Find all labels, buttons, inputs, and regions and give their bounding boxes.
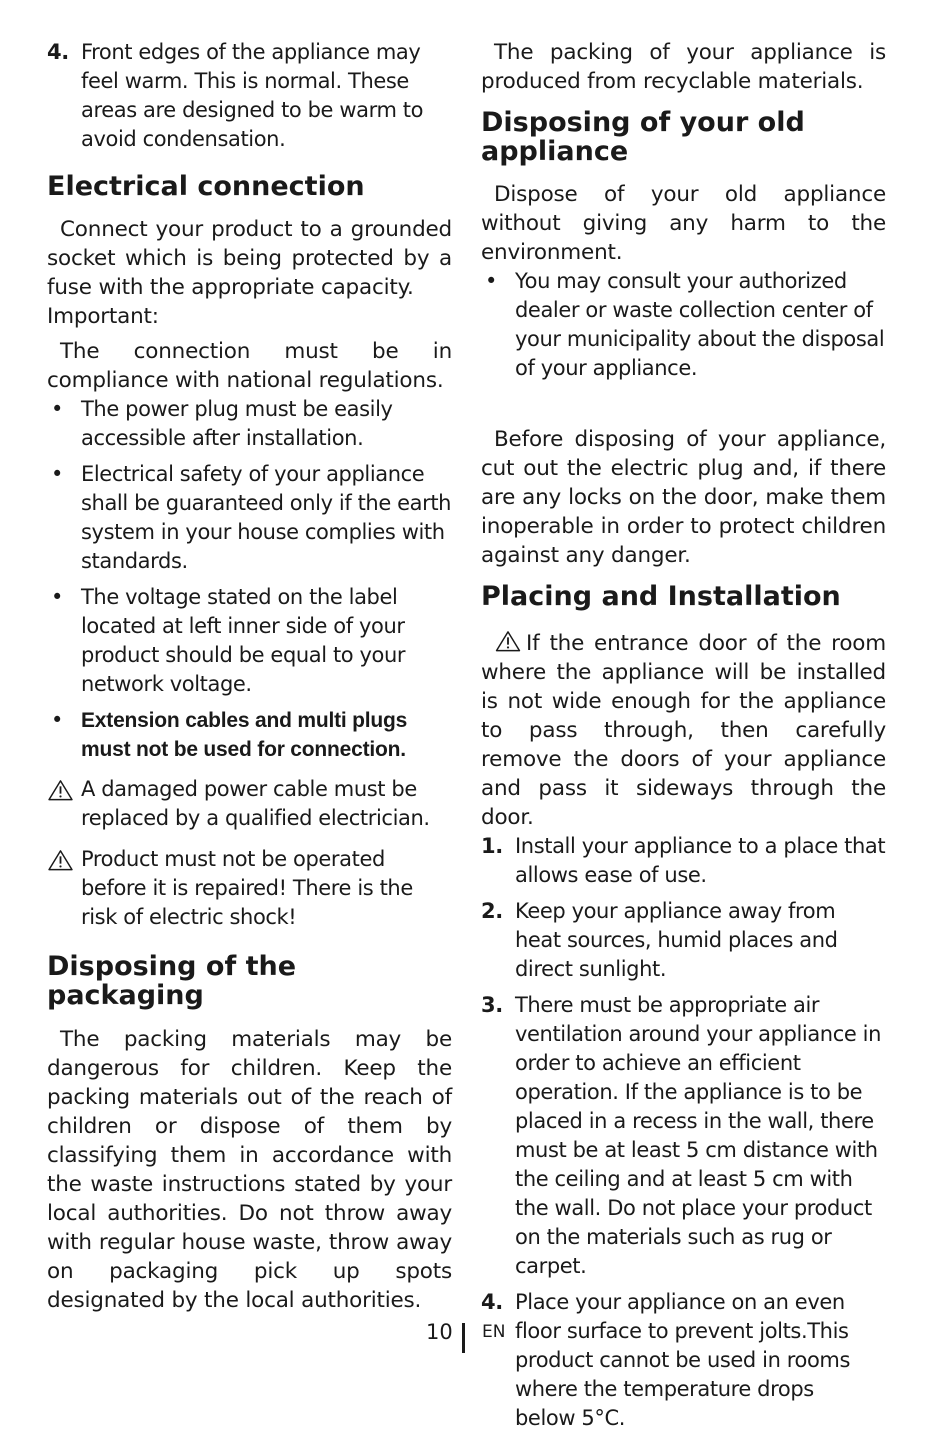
list-item (481, 897, 886, 984)
bullet-text: The voltage stated on the label located at left inner side of your product should be equal to your network voltage. (81, 585, 406, 696)
section-heading-packaging: Disposing of the packaging (47, 951, 297, 1011)
paragraph: Dispose of your old appliance without giving any harm to the environment. (481, 182, 886, 265)
paragraph-with-warning (481, 629, 886, 832)
bullet-item (47, 460, 453, 576)
bullet-text: The power plug must be easily accessible after installation. (81, 397, 393, 450)
paragraph: The packing of your appliance is produced from recyclable materials. (481, 40, 886, 94)
paragraph: Connect your product to a grounded socket which is being protected by a fuse with the appropriate capacity. (47, 217, 452, 300)
warning-triangle-icon (494, 630, 522, 652)
page-number: 10 (426, 1320, 453, 1344)
warning-text: A damaged power cable must be replaced by a qualified electrician. (81, 777, 430, 830)
section-heading-old-appliance: Disposing of your old appliance (481, 107, 805, 167)
warning-triangle-icon (47, 779, 74, 801)
paragraph: The packing materials may be dangerous for children. Keep the packing materials out of the reach of children or dispose of them by classifying them in accordance with the waste instructions stated by your local authorities. Do not throw away with regular house waste, throw away on packaging pick up spots designated by the local authorities. (47, 1027, 452, 1313)
language-code: EN (482, 1322, 506, 1342)
important-label: Important: (47, 304, 159, 329)
item-number: 4. (47, 40, 69, 64)
bullet-dot: • (485, 269, 497, 293)
item-number: 3. (481, 993, 503, 1017)
list-item (481, 1288, 860, 1433)
item-number: 4. (481, 1290, 503, 1314)
warning-text: Product must not be operated before it is repaired! There is the risk of electric shock! (81, 847, 413, 929)
bullet-dot: • (51, 585, 63, 609)
bullet-item-bold (47, 706, 452, 764)
item-text: Install your appliance to a place that allows ease of use. (515, 834, 886, 887)
footer-divider (462, 1323, 465, 1353)
section-heading-placing: Placing and Installation (481, 581, 841, 612)
bullet-item (47, 583, 426, 699)
warning-item (47, 775, 453, 833)
bullet-dot: • (51, 708, 63, 732)
item-number: 2. (481, 899, 503, 923)
bullet-text: You may consult your authorized dealer or waste collection center of your municipality about the disposal of your appliance. (515, 269, 885, 380)
list-item (47, 38, 453, 154)
left-column (47, 38, 452, 1315)
warning-triangle-icon (47, 849, 74, 871)
list-item (481, 832, 886, 890)
bullet-text: Extension cables and multi plugs must not be used for connection. (81, 709, 408, 761)
item-text: Place your appliance on an even floor surface to prevent jolts.This product cannot be used in rooms where the temperature drops below 5°C. (515, 1290, 851, 1430)
item-text: There must be appropriate air ventilation around your appliance in order to achieve an efficient operation. If the appliance is to be placed in a recess in the wall, there must be at least 5 cm distance with the ceiling and at least 5 cm with the wall. Do not place your product on the materials such as rug or carpet. (515, 993, 881, 1278)
bullet-dot: • (51, 462, 63, 486)
bullet-item (47, 395, 453, 453)
bullet-item (481, 267, 887, 383)
paragraph: Before disposing of your appliance, cut out the electric plug and, if there are any locks on the door, make them inoperable in order to protect children against any danger. (481, 427, 886, 568)
item-text: Keep your appliance away from heat sources, humid places and direct sunlight. (515, 899, 838, 981)
bullet-dot: • (51, 397, 63, 421)
warning-item (47, 845, 453, 932)
bullet-text: Electrical safety of your appliance shall be guaranteed only if the earth system in your house complies with standards. (81, 462, 452, 573)
item-text: Front edges of the appliance may feel warm. This is normal. These areas are designed to be warm to avoid condensation. (81, 40, 424, 151)
paragraph: The connection must be in compliance with national regulations. (47, 339, 452, 393)
item-number: 1. (481, 834, 503, 858)
section-heading-electrical: Electrical connection (47, 171, 365, 202)
list-item (481, 991, 886, 1281)
right-column (481, 38, 886, 1433)
paragraph-text: If the entrance door of the room where the appliance will be installed is not wide enough for the appliance to pass through, then carefully remove the doors of your appliance and pass it sideways through the door. (481, 631, 886, 830)
